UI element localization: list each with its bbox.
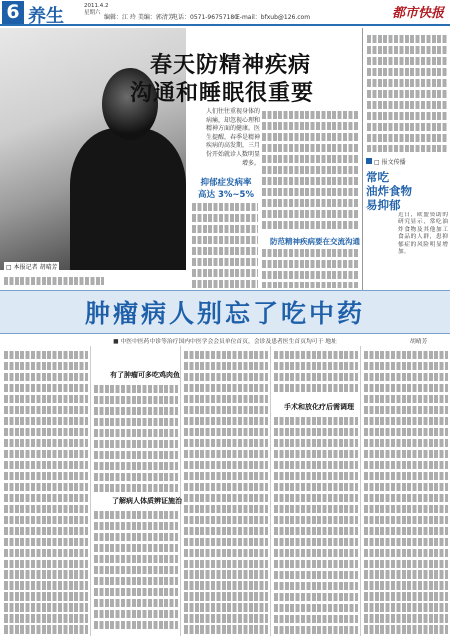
body-column — [192, 200, 258, 290]
page-number: 6 — [2, 1, 24, 24]
body-column — [186, 108, 200, 168]
sidebar-body-text: 近日，欧盟资助的研究显示，常吃油炸食物及其他加工食品的人群，患抑郁症的风险明显增加。 — [398, 212, 448, 256]
subhead-depression-1: 抑郁症发病率 — [200, 178, 252, 188]
photo-caption: □ 本报记者 胡晴芳 — [6, 264, 58, 271]
column-divider — [90, 346, 91, 636]
article2-column — [94, 382, 178, 492]
article2-column — [4, 348, 88, 636]
second-article-author: 胡晴芳 — [410, 339, 428, 345]
sidebar-headline-line: 易抑郁 — [366, 198, 401, 212]
contact-email: E-mail：bfxub@126.com — [236, 14, 311, 21]
column-divider — [360, 346, 361, 636]
section-title: 养生 — [28, 6, 64, 27]
sidebar-headline-line: 油炸食物 — [366, 184, 412, 198]
contact-phone: 电话：0571-96757180 — [172, 14, 238, 21]
sidebar-tag — [366, 157, 406, 166]
weekday-text: 星期六 — [84, 10, 101, 16]
second-article-title: 肿瘤病人别忘了吃中药 — [84, 299, 365, 328]
headline-line-2: 沟通和睡眠很重要 — [130, 80, 315, 106]
body-column — [262, 108, 358, 234]
sidebar-tag-text: □ 报文传播 — [374, 159, 406, 166]
photo-figure — [70, 128, 186, 270]
article2-column — [274, 414, 358, 636]
sidebar-headline — [366, 170, 412, 212]
date-text: 2011.4.2 — [84, 3, 109, 9]
editor-credit: 编辑：江 玲 美编：郭清芳 — [104, 14, 174, 21]
article2-subhead: 有了肿瘤可多吃鸡肉鱼 — [110, 371, 180, 379]
subhead-communication: 防范精神疾病要在交流沟通 — [270, 237, 360, 246]
article2-subhead: 手术和放化疗后需调理 — [284, 403, 354, 411]
article2-column — [94, 508, 178, 636]
article2-column — [364, 348, 448, 636]
article2-subhead: 了解病人体质辨证施治 — [112, 497, 182, 505]
article-intro: 人们往往重视身体的病痛，却忽视心理和精神方面的健康。医生提醒，春季是精神疾病的高发期，三月份开始就诊人数明显增多。 — [205, 108, 260, 167]
sidebar-body — [367, 32, 447, 152]
second-article-deck: ■ 中医中医药中诊等治疗国内中医学会会员单位首页，会诊及患者医生首页均可于 地址 — [113, 339, 337, 345]
tag-square-icon — [366, 158, 372, 164]
column-divider — [180, 346, 181, 636]
sidebar-headline-line: 常吃 — [366, 170, 389, 184]
newspaper-logo: 都市快报 — [391, 6, 444, 21]
body-column — [262, 246, 358, 288]
article2-column — [184, 348, 268, 636]
page-header — [0, 0, 450, 26]
headline-line-1: 春天防精神疾病 — [150, 52, 312, 78]
article2-column — [274, 348, 358, 398]
subhead-depression-2: 高达 3%~5% — [198, 190, 254, 200]
column-divider — [270, 346, 271, 636]
body-column — [4, 274, 104, 288]
